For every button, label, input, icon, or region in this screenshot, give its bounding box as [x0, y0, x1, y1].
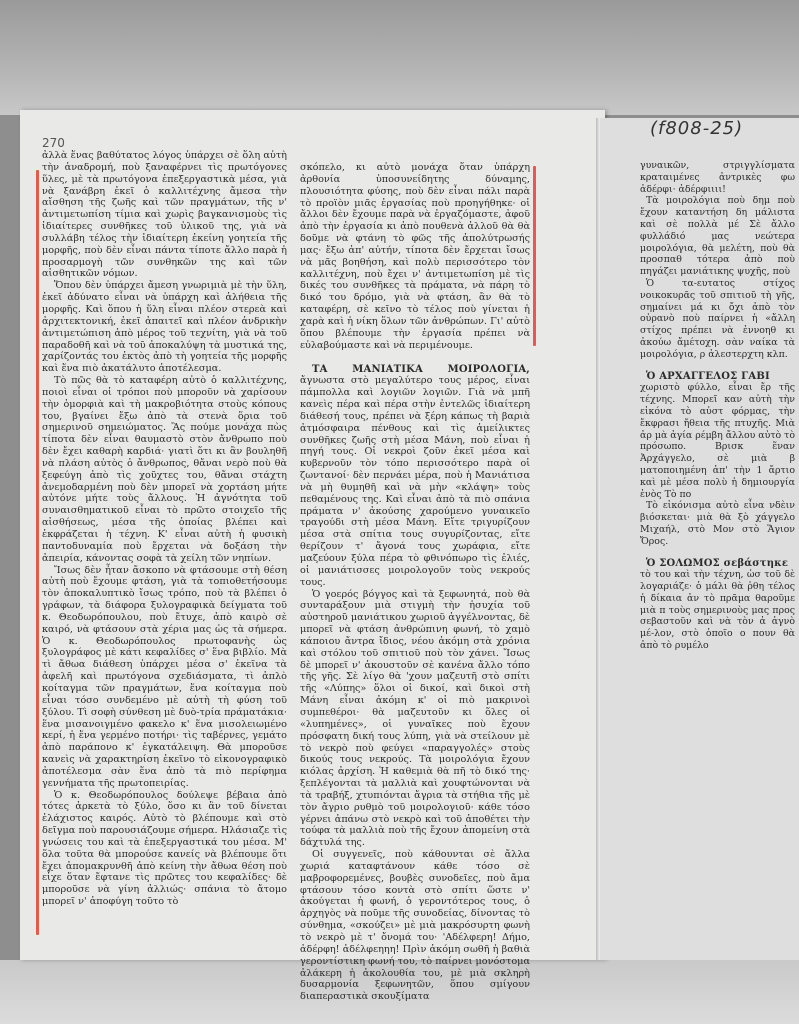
section-heading-archangelos: Ὁ ΑΡΧΑΓΓΕΛΟΣ ΓΑΒΙ [646, 370, 770, 382]
paragraph: τὸ του καὶ τὴν τέχνη, ὡσ τοῦ δὲ λογαριάζε· ὁ μάλι θὰ ῥθη τέλος ἡ δίκαια ἀν τὸ πρᾶμα θαροῦμε μιὰ π τοὺς σημερινοὺς μας προς σεβαστοῦν καὶ νὰ τὸν ἀ ἀγνὸ μέ-λον, στὸ ὁποῖο ο πουν θὰ ἀπὸ τὸ ρυμέλο [640, 569, 795, 652]
section-heading-solomos: Ὁ ΣΟΛΩΜΟΣ σεβάστηκε [646, 557, 789, 569]
paragraph: Οἱ συγγενεῖς, ποὺ κάθουνται σὲ ἄλλα χωριά καταφτάνουν κάθε τόσο σὲ μαβροφορεμένες, βουβὲς συνοδεῖες, ποὺ ἄμα φτάσουν τόσο κοντὰ στὸ σπίτι ὥστε ν' ἀκούγεται ἡ φωνή, ὁ γεροντότερος τους, ὁ ἀρχηγὸς νὰ ποῦμε τῆς συνοδείας, δίνοντας τὸ σύνθημα, «σκούζει» μὲ μιὰ μακρόσυρτη φωνὴ τὸ νεκρὸ μὲ τ' ὄνομά του· 'Αδέλφερη! Δήμο, ἀδέρφη! ἀδέλφεηηη! Πρὶν ἀκόμη σωθῆ ἡ βαθιὰ γεροντίστικη φωνή του, τὸ παίρνει μονόστομα ἀλάκερη ἡ ἀκολουθία του, μὲ μιὰ σκληρὴ δυσαρμονία ξεφωνητῶν, ὅπου σμίγουν διαπεραστικὰ σκουξίματα [300, 849, 530, 1003]
page-fold [596, 118, 600, 960]
red-margin-mark-middle [533, 166, 536, 346]
page-number: 270 [42, 136, 65, 150]
paragraph: χωριστὸ φύλλο, εἶναι ἔρ τῆς τέχνης. Μπορεῖ καν αὐτὴ τὴν εἰκόνα τὸ αὐστ φόρμας, τὴν ἔκφρασι ἤθεια τῆς πτυχῆς. Μιὰ ἀρ μὰ ἀγία ρέμβη ἄλλου αὐτὸ τὸ πρόσωπο. Βρισκ ἕναν Ἀρχάγγελο, σὲ μιὰ β ματοποιημένη ἀπ' τὴν 1 ἄρτιο καὶ μὲ μέσα πολὺ ἡ δημιουργία ἑνὸς Τὸ πο [640, 382, 795, 500]
paragraph: ἀλλὰ ἕνας βαθύτατος λόγος ὑπάρχει σὲ ὅλη αὐτὴ τὴν ἀναδρομή, ποὺ ξαναφέρνει τὶς πρωτόγονες ὕλες, μὲ τὰ πρωτόγονα ἐπεξεργαστικὰ μέσα, γιὰ νὰ ξανάβρη ἐκεῖ ὁ καλλιτέχνης ἄμεσα τὴν αἴσθηση τῆς ζωῆς καὶ τῶν πραγμάτων, τῆς ν' ἀντιμετωπίση τίμια καὶ χωρὶς βαγκανισμοὺς τὶς ἰδιαίτερες συνθῆκες τοῦ ὑλικοῦ της, γιὰ νὰ συλλάβη τέλος τὴν ἰδιαίτερη ἐκείνη γοητεία τῆς μορφῆς, ποὺ δὲν εἶναι πάντα τίποτε ἄλλο παρὰ ἡ προσαρμογὴ τῶν συνθηκῶν της καὶ τῶν αἰσθητικῶν νόμων. [42, 150, 287, 280]
paragraph: Ὁ τα-ευτατος στίχος νοικοκυρᾶς τοῦ σπιτιοῦ τὴ γῆς, σημαίνει μά κι ὄχι ἀπὸ τὸν οὐρανὸ ποὺ παίρνει ἡ «ἄλλη στίχος πρέπει νὰ ἐννοηθ κι ἀκούω ἄμέτοχη. σὰν ναίκα τὰ μοιρολόγια, ρ ἀλεστερχτη κλπ. [640, 277, 795, 360]
right-text-column [640, 160, 795, 710]
paragraph: Τὰ μοιρολόγια ποὺ δημ ποὺ ἔχουν καταντήση δη μάλιστα καὶ σὲ πολλὰ μέ Σὲ ἄλλο φυλλάδιό μας νεώτερα μοιρολόγια, θὰ μελέτη, ποὺ θὰ προσπαθ τότερα ἀπὸ ποὺ πηγάζει μανιάτικης ψυχῆς, ποὺ [640, 195, 795, 278]
section-text: ἄγνωστα στὸ μεγαλύτερο τους μέρος, εἶναι πάμπολλα καὶ λογιῶν λογιῶν. Γιὰ νὰ μπῆ κανεὶς πέρα καὶ πέρα στὴν ἐντελῶς ἰδιαίτερη διάθεσή τους, πρέπει νὰ ξέρη κάπως τὴ βαριὰ ἀτμόσφαιρα πένθους καὶ τὶς ἀμείλικτες συνθῆκες ζωῆς στὴ μέσα Μάνη, ποὺ εἶναι ἡ πηγή τους. Οἱ νεκροὶ ζοῦν ἐκεῖ μέσα καὶ κυβερνοῦν τὸν τόπο περισσότερο παρὰ οἱ ζωντανοί· δὲν περνάει μέρα, ποὺ ἡ Μανιάτισα νὰ μὴ θυμηθῆ καὶ νὰ μὴν «κλάψη» τοὺς πεθαμένους της. Καὶ εἶναι ἀπὸ τὰ πιὸ σπάνια πράματα ν' ἀκούσης χαρούμενο γυναικεῖο τραγούδι στὴ μέσα Μάνη. Εἴτε τριγυρίζουν μέσα στὰ σπίτια τους συγυρίζοντας, εἴτε θερίζουν τ' ἄγονά τους χωράφια, εἴτε μαζεύουν ξύλα πέρα τὸ φθινόπωρο τὶς ἐλιές, οἱ μανιάτισσες μοιρολογοῦν τοὺς νεκρούς τους. [300, 375, 530, 588]
handwritten-archive-note: (f808-25) [650, 118, 744, 139]
scan-background-top [0, 0, 799, 115]
left-text-column [42, 150, 287, 940]
paragraph: Ὁ γοερός βόγγος καὶ τὰ ξεφωνητά, ποὺ θὰ συνταράξουν μιὰ στιγμὴ τὴν ἡσυχία τοῦ αὐστηροῦ μανιάτικου χωριοῦ ἀγγέλνοντας, δὲ μπορεῖ νὰ φτάση ἀνθρώπινη φωνή, τὸ χαμὸ κάποιου ἄντρα ἴδιος, νέου ἀκόμη στὰ χρόνια καὶ στόλου τοῦ σπιτιοῦ ποὺ τὸν χάνει. Ἴσως δὲ μπορεῖ ν' ἀκουστοῦν σὲ κανένα ἄλλο τόπο τῆς γῆς. Σὲ λίγο θὰ 'χουν μαζευτῆ στὸ σπίτι τῆς «Λύπης» ὅλοι οἱ δικοί, καὶ δικοὶ στὴ Μάνη εἶναι ἀκόμη κ' οἱ πιὸ μακρινοὶ συμπεθέροι· θὰ μαζευτοῦν κι ὅλες οἱ «λυπημένες», οἱ γυναῖκες ποὺ ἔχουν πρόσφατη δική τους λύπη, γιὰ νὰ στείλουν μὲ τὸ νεκρὸ ποὺ φεύγει «παραγγολές» στοὺς δικούς τους νεκρούς. Τὰ μοιρολόγια ἔχουν κιόλας ἀρχίση. Ἡ καθεμιὰ θὰ πῆ τὸ δικό της· ξεπλέγονται τὰ μαλλιὰ καὶ χουφτώνονται νὰ τὰ τραβήξ, χτυπιόνται ἄγρια τὰ στήθια τῆς μὲ τὸν ἄγριο ρυθμὸ τοῦ μοιρολογιοῦ· κάθε τόσο γέρνει ἀπάνω στὸ νεκρὸ καὶ τοῦ ἀποθέτει τὴν τούφα τὰ μαλλιὰ ποὺ τῆς ἔχουν ἀπομείνη στὰ δάχτυλά της. [300, 588, 530, 849]
paragraph: Ὁ κ. Θεοδωρόπουλος δούλεψε βέβαια ἀπὸ τότες ἀρκετὰ τὸ ξύλο, ὅσο κι ἂν τοῦ δίνεται ἐλάχιστος καιρός. Αὐτὸ τὸ βλέπουμε καὶ στὸ δεῖγμα ποὺ παρουσιάζουμε σήμερα. Ηλάσιαζε τὶς γνώσεις του καὶ τὰ ἐπεξεργαστικά του μέσα. Μ' ὅλα τοῦτα θὰ μπορούσε κανείς νὰ βλέπουμε ὅτι ἔχει ἀπομακρυνθῆ ἀπὸ κείνη τὴν ἄθωα θέση ποὺ εἶχε ὅταν ἔφτανε τὶς πρῶτες του κεφαλίδες· δὲ μποροῦσε νὰ γίνη ἀλλιώς· σπάνια τὸ ἄτομο μπορεῖ ν' ἀποφύγη τοῦτο τὸ [42, 789, 287, 908]
section-paragraph [300, 364, 530, 589]
paragraph: Ἴσως δὲν ἦταν ἄσκοπο νὰ φτάσουμε στὴ θέση αὐτὴ ποὺ ἔχουμε φτάση, γιὰ τὰ τοπιοθετήσουμε τὸν ἀποκαλυπτικὸ ἴσως τρόπο, ποὺ τὰ βλέπει ὁ γράφων, τὰ διάφορα ξυλογραφικὰ δείγματα τοῦ κ. Θεοδωρόπουλου, ποὺ ἔτυχε, ἀπὸ καιρὸ σὲ καιρό, νὰ φτάσουν στὰ χέρια μας ὡς τὰ σήμερα. Ὁ κ. Θεοδωρόπουλος πρωτοφανὴς ὡς ξυλογράφος μὲ κάτι κεφαλίδες σ' ἕνα βιβλίο. Μὰ τὶ ἄθωα διάθεση ὑπάρχει μέσα σ' ἐκεῖνα τὰ ἀφελῆ καὶ πρωτόγονα σχεδιάσματα, τὶ ἁπλὸ κοίταγμα τῶν πραγμάτων, ἕνα κοίταγμα ποὺ εἶναι τόσο συνδεμένο μὲ αὐτὴ τὴ φύση τοῦ ξύλου. Τὶ σοφὴ σύνθεση μὲ δυὸ-τρία πράματάκια· ἕνα μισανοιγμένο φακελο κ' ἕνα μισολειωμένο κερί, ἡ ἕνα γερμένο ποτήρι· τὶς ταβέρνες, γεμάτο ἀπὸ παράπονο κ' ἐγκατάλειψη. Θὰ μποροῦσε κανεὶς νὰ χαρακτηρίση ἐκεῖνο τὸ εἰκονογραφικὸ ἀποτέλεσμα σὰν ἕνα ἀπὸ τὰ πιὸ περίφημα γεννήματα τῆς πρωτοπειρίας. [42, 564, 287, 789]
section-heading-maniatika: ΤΑ ΜΑΝΙΑΤΙΚΑ ΜΟΙΡΟΛΟΓΙΑ, [312, 363, 530, 375]
paragraph: σκόπελο, κι αὐτὸ μονάχα ὅταν ὑπάρχη ἀρθονία ὑποσυνείδητης δύναμης, πλουσιότητα φύσης, ποὺ δὲν εἶναι πάλι παρὰ τὸ προϊὸν μιᾶς ἐργασίας ποὺ προηγήθηκε· οἱ ἄλλοι δὲν ἔχουμε παρὰ νὰ ἐργαζόμαστε, ἀφοῦ ἀπὸ τὴν ἐργασία κι ἀπὸ πουθενὰ ἀλλοῦ θὰ θὰ δοῦμε νὰ φτάνη τὸ φῶς τῆς ἀπολύτρωσής μας· ἔξω ἀπ' αὐτήν, τίποτα δὲν ἔρχεται ἴσως νὰ μᾶς βοηθήση, καὶ πολὺ περισσότερο τὸν καλλιτέχνη, ποὺ ἔχει ν' ἀντιμετωπίση μὲ τὶς δικές του συνθῆκες τὰ πράματα, νὰ πάρη τὸ δικό του δρόμο, γιὰ νὰ φτάση, ἂν θὰ τὸ καταφέρη, σὲ κεῖνο τὸ τέλος ποὺ γίνεται ἡ χαρὰ καὶ ἡ νίκη ὅλων τῶν ἀνθρώπων. Γι' αὐτὸ ὅπου βλέπουμε τὴν ἐργασία πρέπει νὰ εὐλαβούμαστε καὶ νὰ περιμένουμε. [300, 162, 530, 351]
paragraph: Ὅπου δὲν ὑπάρχει ἄμεση γνωριμιὰ μὲ τὴν ὕλη, ἐκεῖ ἀδύνατο εἶναι νὰ ὑπάρχη καὶ ἀλήθεια τῆς μορφῆς. Καὶ ὅπου ἡ ὕλη εἶναι πλέον στερεὰ καὶ ἀρχιτεκτονική, ἐκεῖ ἀπαιτεῖ καὶ πλέον ἀνδρικὴν ἀντιμετώπιση ἀπὸ μέρος τοῦ τεχνίτη, γιὰ νὰ τοῦ παραδοθῆ καὶ νὰ τοῦ ἀποκαλύψη τὰ μυστικά της, χαρίζοντάς του ἐκτὸς ἀπὸ τὴ γοητεία τῆς μορφῆς καὶ ἕνα πιὸ ἀκατάλυτο ἀποτέλεσμα. [42, 280, 287, 375]
red-margin-mark-left [36, 170, 39, 935]
paragraph: Τὸ εἰκόνισμα αὐτὸ εἶνα νδὲιν βιόσκεται· μιὰ θὰ ξὸ χάγγελο Μιχαήλ, στὸ Μον στὸ Ἅγιον Ὄρος. [640, 500, 795, 547]
paragraph: γυναικῶν, στριγγλίσματα κραταιμένες ἀντρικὲς φω ἀδέρφι· ἀδέρφιιιι! [640, 160, 795, 195]
paragraph: Τὸ πῶς θὰ τὸ καταφέρη αὐτὸ ὁ καλλιτέχνης, ποιοὶ εἶναι οἱ τρόποι ποὺ μποροῦν νὰ χαρίσουν τὴν ὁμορφιὰ καὶ τὴ μακροβιότητα στοὺς κόπους του, βγαίνει ἔξω ἀπὸ τὰ στενὰ ὅρια τοῦ σημερινοῦ σημειώματος. Ἂς πούμε μονάχα πὼς τίποτα δὲν εἶναι θαυμαστὸ στὸν ἄνθρωπο ποὺ δὲν ἔχει καθαρὴ καρδιά· γιατὶ ὅτι κι ἂν βουληθῆ νὰ πλάση αὐτὸς ὁ ἄνθρωπος, θἄναι νερὸ ποὺ θὰ ξεφεύγη ἀπὸ τὶς χοῦχτες του, θἄναι στάχτη ἀνεμοδαρμένη ποὺ δὲν μπορεῖ νὰ χορτάση μήτε αὐτόνε μήτε τοὺς ἄλλους. Ἡ ἀγνότητα τοῦ συναισθηματικοῦ εἶναι τὸ πρῶτο στοιχεῖο τῆς αἰσθήσεως, μέσα τῆς ὁποίας βλέπει καὶ ἐκφράζεται ἡ τέχνη. Κ' εἶναι αὐτὴ ἡ φυσικὴ παντοδυναμία ποὺ ἔρχεται νὰ δοξάση τὴν ἀπειρία, κάνοντας σοφὰ τὰ χείλη τῶν νηπίων. [42, 375, 287, 564]
middle-text-column [300, 162, 530, 1003]
